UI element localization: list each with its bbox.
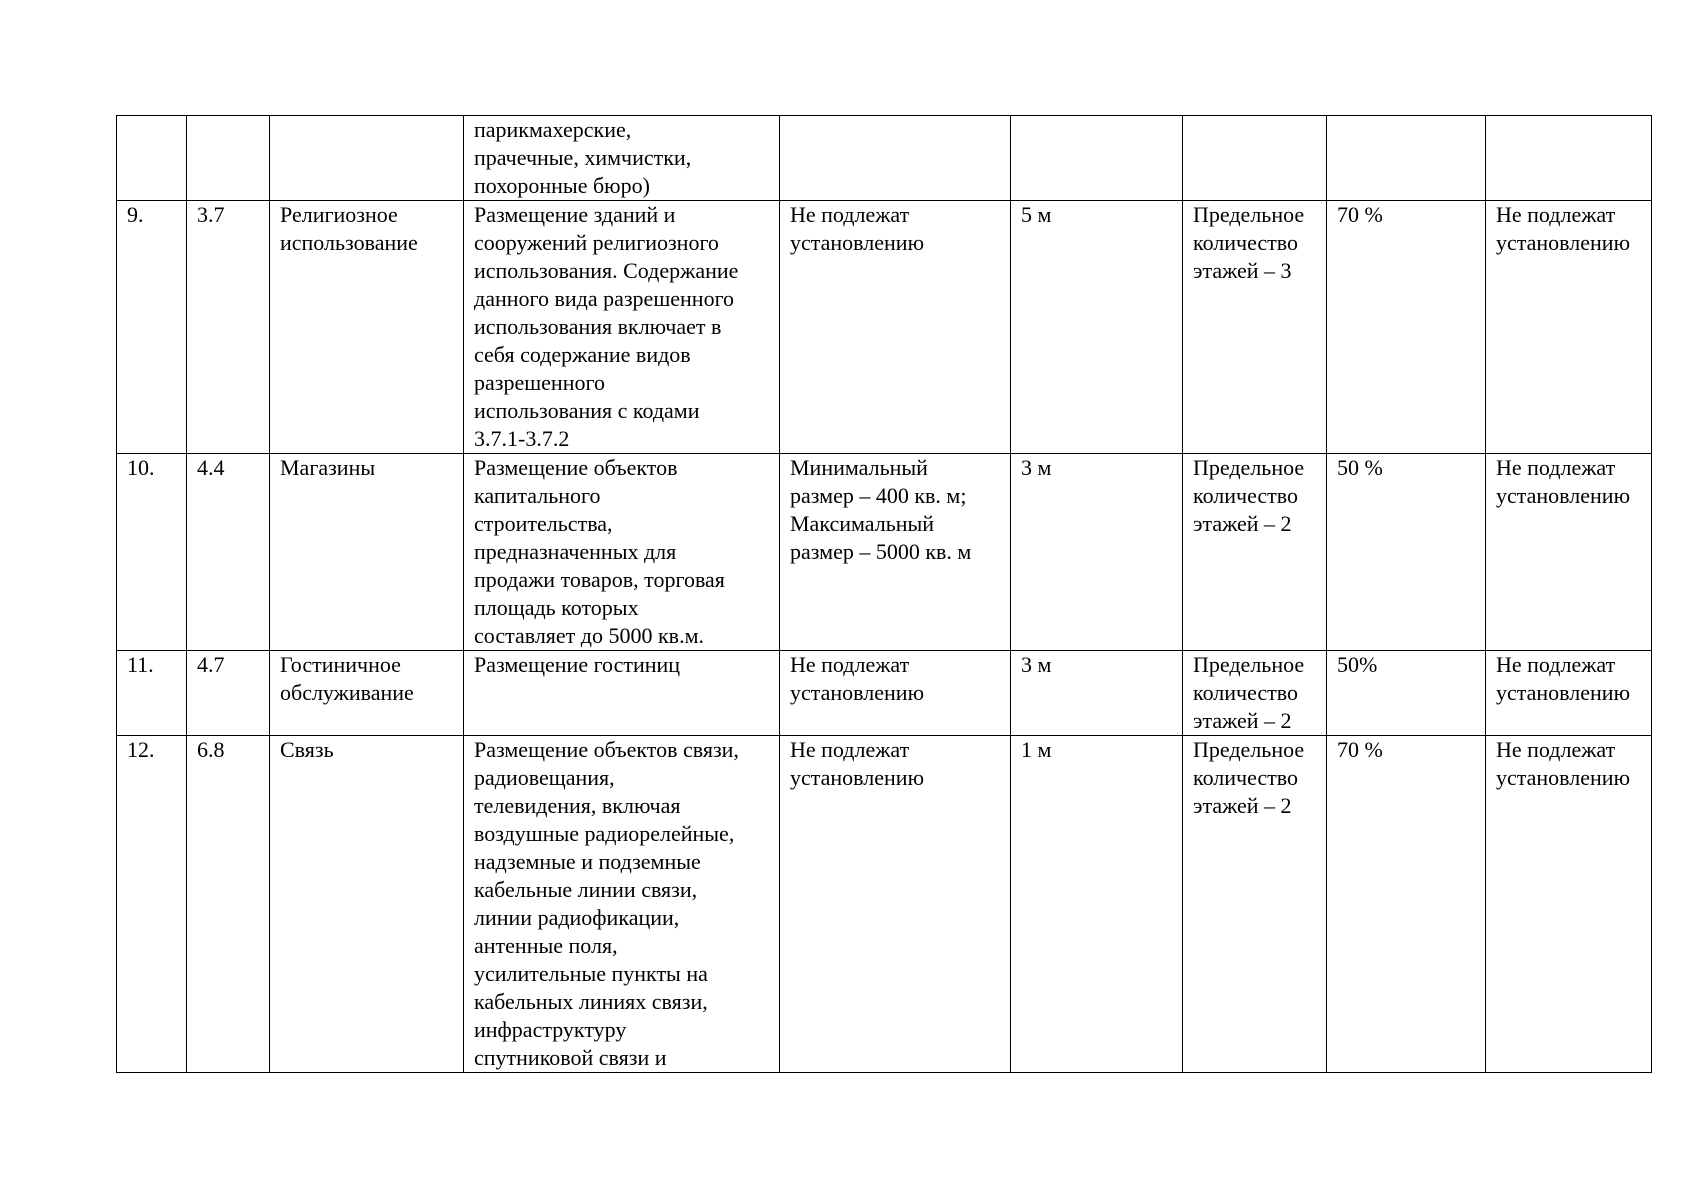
row-number-cell: 9. bbox=[117, 201, 187, 454]
other-params-cell: Не подлежат установлению bbox=[1486, 201, 1652, 454]
table-row bbox=[117, 736, 1652, 1073]
use-name-cell: Магазины bbox=[270, 454, 464, 651]
plot-area-cell bbox=[780, 116, 1011, 201]
use-description-cell: парикмахерские, прачечные, химчистки, похоронные бюро) bbox=[464, 116, 780, 201]
plot-area-cell: Не подлежат установлению bbox=[780, 736, 1011, 1073]
use-name-cell: Религиозное использование bbox=[270, 201, 464, 454]
setback-cell: 3 м bbox=[1011, 454, 1183, 651]
row-number-cell: 12. bbox=[117, 736, 187, 1073]
other-params-cell: Не подлежат установлению bbox=[1486, 454, 1652, 651]
coverage-cell: 50 % bbox=[1327, 454, 1486, 651]
regulations-table bbox=[116, 115, 1652, 1073]
setback-cell bbox=[1011, 116, 1183, 201]
coverage-cell: 50% bbox=[1327, 651, 1486, 736]
coverage-cell: 70 % bbox=[1327, 201, 1486, 454]
use-description-cell: Размещение зданий и сооружений религиозного использования. Содержание данного вида разрешенного использования включает в себя содержание видов разрешенного использования с кодами 3.7.1-3.7.2 bbox=[464, 201, 780, 454]
plot-area-cell: Не подлежат установлению bbox=[780, 201, 1011, 454]
use-code-cell: 3.7 bbox=[187, 201, 270, 454]
table-row bbox=[117, 116, 1652, 201]
floors-cell: Предельное количество этажей – 3 bbox=[1183, 201, 1327, 454]
other-params-cell: Не подлежат установлению bbox=[1486, 651, 1652, 736]
use-code-cell: 4.4 bbox=[187, 454, 270, 651]
use-description-cell: Размещение объектов связи, радиовещания, телевидения, включая воздушные радиорелейные, надземные и подземные кабельные линии связи, линии радиофикации, антенные поля, усилительные пункты на кабельных линиях связи, инфраструктуру спутниковой связи и bbox=[464, 736, 780, 1073]
coverage-cell bbox=[1327, 116, 1486, 201]
use-code-cell: 6.8 bbox=[187, 736, 270, 1073]
row-number-cell: 10. bbox=[117, 454, 187, 651]
floors-cell: Предельное количество этажей – 2 bbox=[1183, 651, 1327, 736]
floors-cell bbox=[1183, 116, 1327, 201]
floors-cell: Предельное количество этажей – 2 bbox=[1183, 454, 1327, 651]
use-name-cell bbox=[270, 116, 464, 201]
use-code-cell: 4.7 bbox=[187, 651, 270, 736]
row-number-cell bbox=[117, 116, 187, 201]
setback-cell: 5 м bbox=[1011, 201, 1183, 454]
use-name-cell: Связь bbox=[270, 736, 464, 1073]
use-name-cell: Гостиничное обслуживание bbox=[270, 651, 464, 736]
use-description-cell: Размещение объектов капитального строительства, предназначенных для продажи товаров, торговая площадь которых составляет до 5000 кв.м. bbox=[464, 454, 780, 651]
use-code-cell bbox=[187, 116, 270, 201]
setback-cell: 3 м bbox=[1011, 651, 1183, 736]
row-number-cell: 11. bbox=[117, 651, 187, 736]
plot-area-cell: Минимальный размер – 400 кв. м; Максимальный размер – 5000 кв. м bbox=[780, 454, 1011, 651]
plot-area-cell: Не подлежат установлению bbox=[780, 651, 1011, 736]
other-params-cell: Не подлежат установлению bbox=[1486, 736, 1652, 1073]
setback-cell: 1 м bbox=[1011, 736, 1183, 1073]
coverage-cell: 70 % bbox=[1327, 736, 1486, 1073]
other-params-cell bbox=[1486, 116, 1652, 201]
floors-cell: Предельное количество этажей – 2 bbox=[1183, 736, 1327, 1073]
table-row bbox=[117, 651, 1652, 736]
table-row bbox=[117, 454, 1652, 651]
table-row bbox=[117, 201, 1652, 454]
use-description-cell: Размещение гостиниц bbox=[464, 651, 780, 736]
